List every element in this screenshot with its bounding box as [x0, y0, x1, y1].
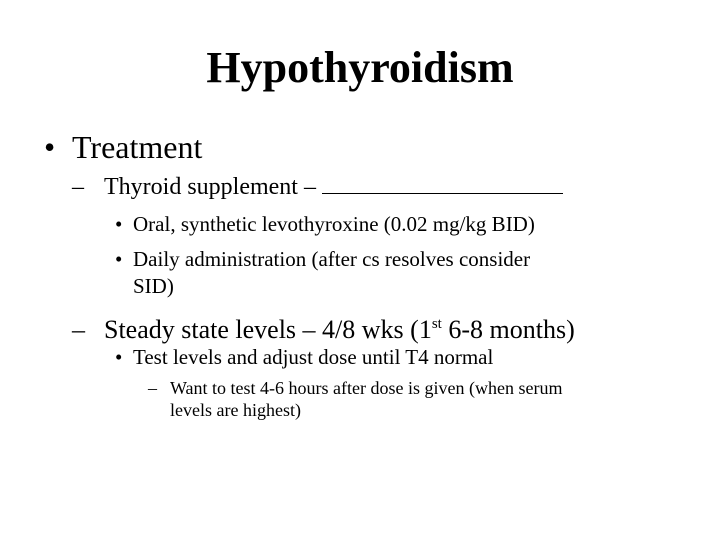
bullet-daily-administration-continued: SID)	[133, 274, 174, 298]
bullet-oral-synthetic	[115, 211, 535, 238]
bullet-daily-administration-text: Daily administration (after cs resolves consider	[133, 247, 531, 271]
bullet-marker: •	[115, 212, 123, 236]
ordinal-superscript: st	[431, 316, 442, 332]
bullet-marker: •	[115, 345, 123, 369]
bullet-steady-state-text: Steady state levels – 4/8 wks (1	[104, 315, 432, 344]
bullet-test-levels	[115, 344, 493, 371]
dash-marker: –	[148, 378, 157, 398]
bullet-marker: •	[115, 247, 123, 271]
bullet-oral-synthetic-text: Oral, synthetic levothyroxine (0.02 mg/kg BID)	[133, 212, 535, 236]
bullet-treatment	[44, 128, 202, 166]
slide-title: Hypothyroidism	[206, 43, 514, 92]
bullet-thyroid-supplement	[72, 172, 563, 202]
bullet-steady-state	[72, 308, 575, 346]
bullet-marker: •	[44, 129, 56, 165]
fill-in-blank	[322, 173, 563, 194]
bullet-thyroid-supplement-text: Thyroid supplement –	[104, 174, 322, 200]
dash-marker: –	[72, 174, 84, 200]
bullet-steady-state-text-end: 6-8 months)	[441, 315, 575, 344]
bullet-want-to-test-continued: levels are highest)	[170, 400, 301, 420]
bullet-want-to-test-text: Want to test 4-6 hours after dose is given (when serum	[170, 378, 563, 398]
dash-marker: –	[72, 315, 85, 344]
bullet-daily-administration	[115, 246, 530, 273]
bullet-test-levels-text: Test levels and adjust dose until T4 normal	[133, 345, 494, 369]
bullet-want-to-test	[148, 377, 562, 399]
bullet-treatment-text: Treatment	[72, 129, 203, 165]
